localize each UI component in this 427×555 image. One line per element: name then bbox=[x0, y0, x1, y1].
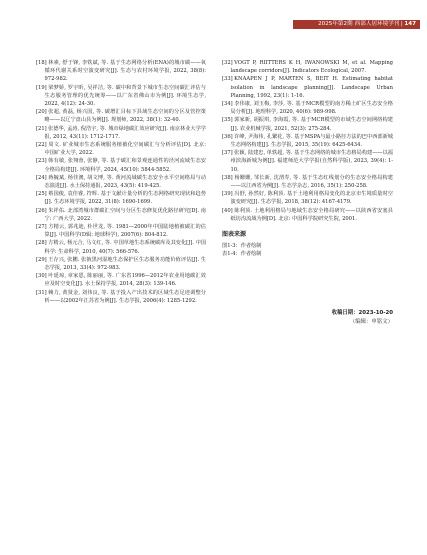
figure-source-item: 图1-3：作者绘制 bbox=[222, 243, 262, 250]
reference-item bbox=[36, 141, 206, 157]
reference-number: [29] bbox=[36, 256, 47, 263]
page-number: 147 bbox=[404, 21, 416, 27]
article-footer bbox=[273, 309, 393, 326]
reference-number: [21] bbox=[36, 125, 47, 132]
references-left-column bbox=[36, 59, 206, 305]
reference-text: 郭家新, 胡振琪, 李海霞, 等. 基于MCR模型的市域生态空间网络构建[J]. 农业机械学报, 2021, 52(3): 275-284. bbox=[230, 117, 393, 132]
reference-text: 叶延琼, 章家恩, 陈丽丽, 等. 广东省1996—2012年农业用地碳汇效应及时空变化[J]. 水土保持学报, 2014, 28(3): 139-146. bbox=[44, 273, 206, 288]
figure-sources-section bbox=[222, 230, 393, 258]
reference-number: [22] bbox=[36, 142, 47, 149]
reference-text: 赖力, 黄贤金, 刘伟良, 等. 基于投入产出技术的区域生态足迹调整分析——以2002年江苏省为例[J]. 生态学报, 2006(4): 1285-1292. bbox=[44, 289, 206, 304]
reference-number: [38] bbox=[222, 174, 233, 181]
reference-item bbox=[36, 223, 206, 239]
reference-text: KNAAPEN J P, MARTEN S, BEIT H. Estimating habitat isolation in landscape planning[J]. Landscape Urban Planning, 1992, 23(1): 1-16. bbox=[230, 76, 393, 99]
reference-item bbox=[222, 100, 393, 116]
reference-text: 张超, 黄磊, 杨兴国, 等. 碳增汇目标下县域生态空间的分区及管控策略——以辽宁盘山县为例[J]. 规划师, 2022, 38(1): 32-40. bbox=[44, 109, 206, 124]
reference-number: [25] bbox=[36, 191, 47, 198]
header-issue: 2025年第2期 bbox=[318, 21, 353, 27]
reference-number: [40] bbox=[222, 207, 233, 214]
header-separator: | bbox=[400, 21, 403, 27]
reference-number: [31] bbox=[36, 289, 47, 296]
figure-sources-heading: 图表来源 bbox=[222, 231, 247, 239]
header-journal: 西部人居环境学刊 bbox=[354, 21, 400, 27]
reference-item bbox=[222, 116, 393, 132]
reference-item bbox=[222, 174, 393, 190]
reference-number: [19] bbox=[36, 84, 47, 91]
reference-item bbox=[222, 75, 393, 100]
reference-text: 朱祥佑. 北部湾城市群碳汇空间与分区生态修复优化路径研究[D]. 南宁: 广西大学, 2022. bbox=[44, 207, 206, 222]
reference-item bbox=[222, 59, 393, 75]
reference-text: 梁梦娇, 罗宇昕, 吴祥洁, 等. 碳中和背景下城市生态空间碳汇评估与生态服务管理的优先统筹——以广东省佛山市为例[J]. 环境生态学, 2022, 4(12): 24-30. bbox=[44, 84, 206, 108]
reference-text: 周文. 矿业城市生态系统服务植被化空间碳汇与分析评估[D]. 北京: 中国矿业大学, 2022. bbox=[44, 142, 206, 157]
reference-number: [35] bbox=[222, 117, 233, 124]
reference-text: 张颖, 陆建忠, 单轶超, 等. 基于生态网络的城市生态格局构建——以福州滨海新城为例[J]. 福建师范大学学报(自然科学版), 2023, 39(4): 1-10. bbox=[230, 150, 393, 173]
reference-item bbox=[36, 125, 206, 141]
reference-number: [33] bbox=[222, 76, 233, 83]
reference-text: 王存兴, 张鹏. 张掖黑河湿地生态保护区生态服务功能价值评估[J]. 生态学报, 2013, 33(4): 972-983. bbox=[44, 256, 206, 272]
reference-text: 许峰, 尹海伟, 孔繁花, 等. 基于MSPA与最小路径方法的巴中西部新城生态网络构建[J]. 生态学报, 2015, 35(19): 6425-6434. bbox=[230, 133, 393, 149]
running-header bbox=[293, 20, 420, 29]
reference-number: [20] bbox=[36, 109, 47, 116]
reference-item bbox=[36, 256, 206, 272]
reference-text: 韩有敏, 张翔蓉, 张静, 等. 基于碳汇和景观连通性的泾河流域生态安全格局构建[J]. 环境科学, 2024, 45(10): 5844-5852. bbox=[44, 158, 206, 173]
reference-text: 蒋毓斌, 杨佳澳, 胡文博, 等. 黄河流域碳生态安全水平空间格局与动态演进[J]. 水土保持通报, 2023, 43(5): 419-425. bbox=[44, 174, 206, 190]
reference-item bbox=[36, 174, 206, 190]
reference-text: 方精云, 杨元合, 马文红, 等. 中国草地生态系统碳库及其变化[J]. 中国科学: 生命科学, 2010, 40(7): 566-576. bbox=[44, 240, 206, 255]
reference-number: [28] bbox=[36, 240, 47, 247]
reference-text: 林素, 舒于锋, 李铁斌, 等. 基于生态网络分析(ENA)的城市碳——氧循环代谢关系时空演变研究[J]. 生态与农村环境学报, 2022, 38(8): 972-982. bbox=[44, 60, 206, 83]
reference-text: 冯舒, 孙然好, 陈利顶. 基于土地利用格局变化的北京市生境质量时空演变研究[J]. 生态学报, 2018, 38(12): 4167-4179. bbox=[230, 191, 393, 206]
reference-text: 蔡国俊, 袁佳睿, 符辉. 基于文献计量分析的生态网络研究现状和趋势[J]. 生态环境学报, 2022, 31(8): 1690-1699. bbox=[44, 191, 206, 206]
reference-item bbox=[36, 84, 206, 109]
reference-number: [39] bbox=[222, 191, 233, 198]
reference-item bbox=[36, 272, 206, 288]
reference-item bbox=[36, 239, 206, 255]
reference-text: VOGT P, RIITTERS K H, IWANOWSKI M, et al. Mapping landscape corridors[J]. Indicators Ecological, 2007. bbox=[230, 60, 393, 75]
reference-item bbox=[36, 59, 206, 84]
reference-number: [30] bbox=[36, 273, 47, 280]
reference-item bbox=[222, 207, 393, 223]
reference-text: 李伟康, 刘玉梅, 李莎, 等. 基于MCR模型的南方稀土矿区生态安全格局分析[J]. 地理科学, 2020, 40(6): 989-998. bbox=[230, 101, 393, 116]
reference-item bbox=[222, 133, 393, 149]
reference-text: 杨姗姗, 邹长新, 沈渭寿, 等. 基于生态红线划分的生态安全格局构建——以江西省为例[J]. 生态学杂志, 2016, 35(1): 250-258. bbox=[230, 174, 393, 190]
reference-item bbox=[36, 289, 206, 305]
reference-item bbox=[222, 149, 393, 174]
reference-item bbox=[222, 190, 393, 206]
reference-text: 陈利顶. 土地利用格局与地域生态安全格局研究——以陕西省安塞县纸坊沟流域为例[D]. 北京: 中国科学院研究生院, 2001. bbox=[230, 207, 393, 222]
reference-item bbox=[36, 157, 206, 173]
references-right-column bbox=[222, 59, 393, 258]
reference-number: [26] bbox=[36, 207, 47, 214]
reference-number: [24] bbox=[36, 174, 47, 181]
table-source-item: 表1-4：作者绘制 bbox=[222, 251, 262, 258]
reference-item bbox=[36, 108, 206, 124]
reference-number: [18] bbox=[36, 60, 47, 66]
editor-credit: （编辑：申铭文） bbox=[349, 318, 393, 325]
reference-number: [34] bbox=[222, 101, 233, 108]
reference-item bbox=[36, 207, 206, 223]
reference-number: [36] bbox=[222, 133, 233, 140]
reference-number: [23] bbox=[36, 158, 47, 165]
reference-text: 张德华, 孟涛, 倪浩宇, 等. 城市绿地碳汇效应研究[J]. 南京林业大学学报, 2012, 43(11): 1712-1717. bbox=[44, 125, 206, 140]
reference-number: [27] bbox=[36, 224, 47, 231]
reference-number: [37] bbox=[222, 150, 233, 157]
reference-number: [32] bbox=[222, 60, 233, 66]
reference-text: 方精云, 郭兆迪, 朴世龙, 等. 1981—2000年中国陆地植被碳汇的估算[J]. 中国科学(D辑: 地球科学), 2007(6): 804-812. bbox=[44, 224, 206, 239]
reference-item bbox=[36, 190, 206, 206]
received-date: 收稿日期：2023-10-20 bbox=[331, 310, 393, 316]
